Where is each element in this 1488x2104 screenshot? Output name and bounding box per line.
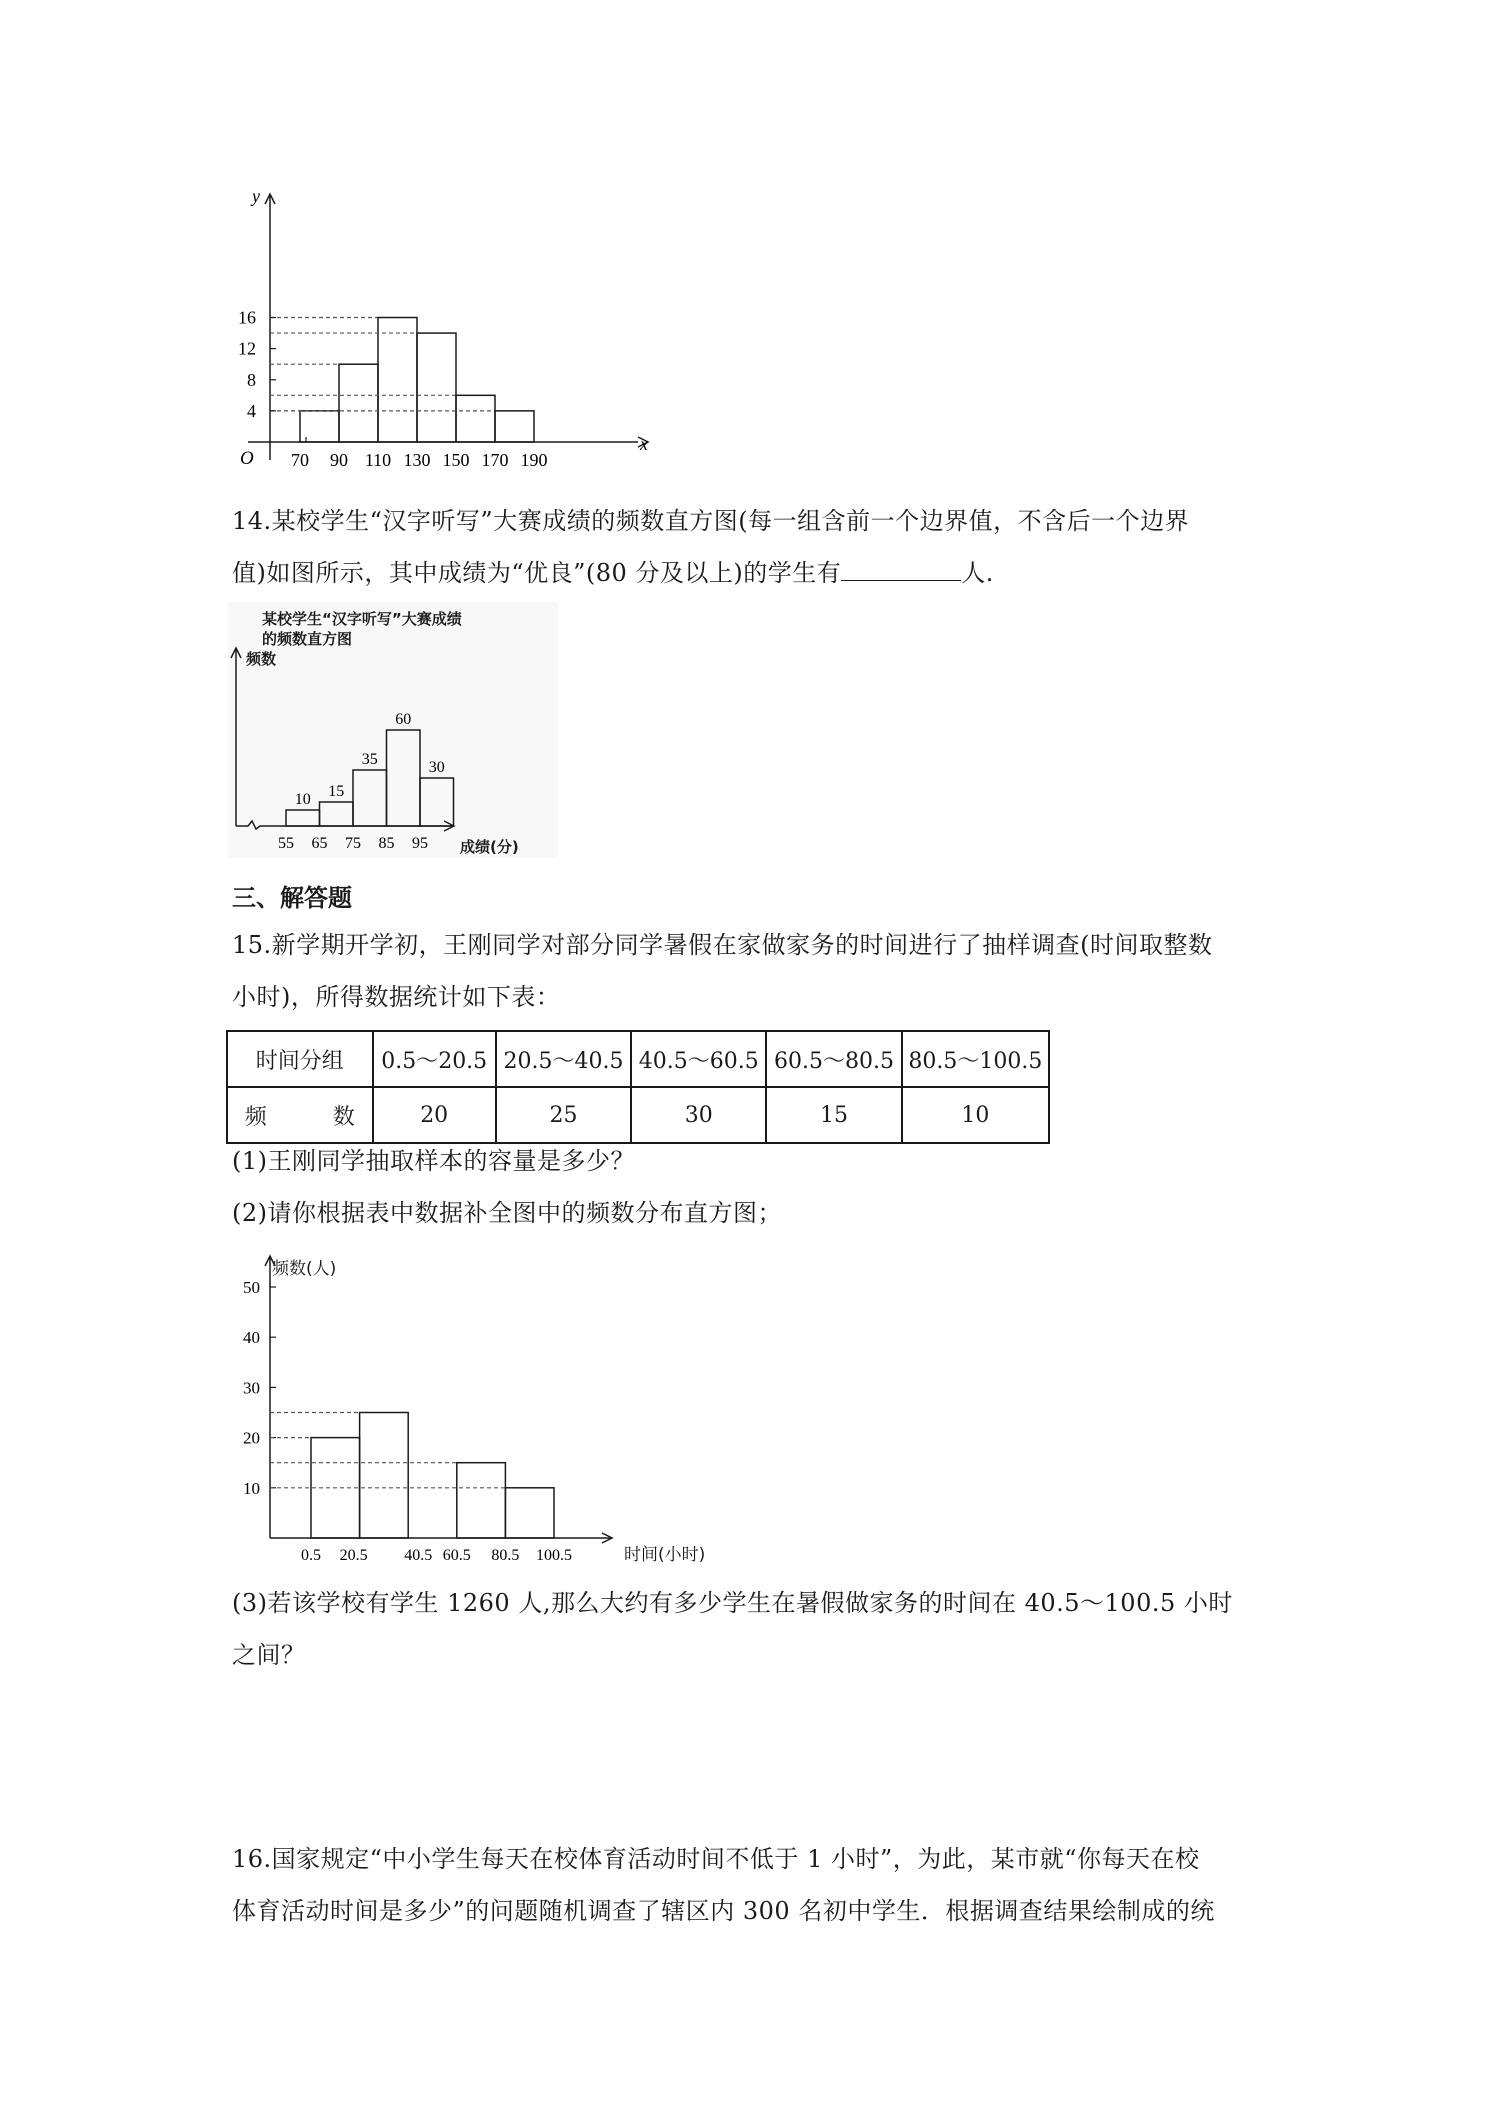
q14-x-axis-label: 成绩(分) xyxy=(460,838,519,856)
q14-chart-title-2: 的频数直方图 xyxy=(262,630,353,648)
q15-line1: 15.新学期开学初，王刚同学对部分同学暑假在家做家务的时间进行了抽样调查(时间取整数 xyxy=(232,931,1213,959)
q14-line2-text: 值)如图所示，其中成绩为“优良”(80 分及以上)的学生有 xyxy=(232,559,842,587)
q15-bar xyxy=(505,1488,554,1538)
q14-x-tick-label: 75 xyxy=(345,835,361,852)
q15-line2: 小时)，所得数据统计如下表： xyxy=(232,983,561,1011)
q14-x-tick-label: 65 xyxy=(311,835,328,852)
q15-x-tick-label: 0.5 xyxy=(301,1547,321,1564)
q15-x-tick-label: 100.5 xyxy=(536,1547,572,1564)
table-group-cell: 80.5～100.5 xyxy=(902,1031,1049,1087)
table-header-label: 时间分组 xyxy=(227,1031,373,1087)
table-group-cell: 20.5～40.5 xyxy=(496,1031,631,1087)
q15-y-tick-label: 30 xyxy=(243,1378,260,1398)
top-x-tick-label: 90 xyxy=(330,450,348,470)
top-x-axis-label: x xyxy=(640,434,648,454)
table-row xyxy=(227,1031,1049,1087)
q14-bar-value-label: 30 xyxy=(428,759,445,776)
q15-sub2: (2)请你根据表中数据补全图中的频数分布直方图； xyxy=(232,1199,782,1227)
top-y-tick-label: 4 xyxy=(247,400,256,421)
top-x-tick-label: 150 xyxy=(442,450,470,470)
table-frequency-cell: 25 xyxy=(496,1087,631,1143)
q15-x-tick-label: 60.5 xyxy=(442,1547,471,1564)
top-bar xyxy=(339,364,378,442)
q14-x-tick-label: 95 xyxy=(412,835,428,852)
table-frequency-cell: 30 xyxy=(631,1087,766,1143)
q15-x-tick-label: 80.5 xyxy=(491,1547,520,1564)
q15-y-tick-label: 50 xyxy=(243,1278,260,1297)
q14-x-tick-label: 85 xyxy=(378,835,395,852)
table-frequency-cell: 20 xyxy=(373,1087,496,1143)
top-bar xyxy=(495,411,534,442)
q14-bar-value-label: 15 xyxy=(328,783,345,800)
q14-bar-value-label: 10 xyxy=(294,791,311,808)
top-y-tick-label: 16 xyxy=(238,307,256,328)
q14-histogram xyxy=(228,640,558,858)
table-group-cell: 40.5～60.5 xyxy=(631,1031,766,1087)
q14-bar xyxy=(387,730,421,826)
q15-x-axis-label: 时间(小时) xyxy=(624,1545,706,1565)
top-origin-label: O xyxy=(240,448,254,469)
top-y-tick-label: 8 xyxy=(247,369,256,390)
table-group-cell: 60.5～80.5 xyxy=(766,1031,901,1087)
top-y-axis-label: y xyxy=(252,186,260,206)
table-frequency-cell: 10 xyxy=(902,1087,1049,1143)
q14-bar xyxy=(353,770,387,826)
table-group-cell: 0.5～20.5 xyxy=(373,1031,496,1087)
top-x-tick-label: 70 xyxy=(291,450,309,470)
top-x-tick-label: 110 xyxy=(364,450,392,470)
q15-x-tick-label: 40.5 xyxy=(404,1547,433,1564)
q14-line2-end: 人. xyxy=(961,559,994,587)
top-bar xyxy=(417,333,456,442)
q15-bar xyxy=(457,1463,506,1538)
q15-y-axis-label: 频数(人) xyxy=(272,1259,337,1279)
top-x-tick-label: 130 xyxy=(403,450,431,470)
table-row xyxy=(227,1087,1049,1143)
q16-line1: 16.国家规定“中小学生每天在校体育活动时间不低于 1 小时”，为此，某市就“你每天在校 xyxy=(232,1845,1200,1873)
top-bar xyxy=(378,318,417,442)
q15-sub3-line2: 之间？ xyxy=(232,1641,306,1669)
q15-y-tick-label: 10 xyxy=(243,1478,260,1498)
top-y-tick-label: 12 xyxy=(238,338,256,359)
top-histogram xyxy=(228,180,668,480)
q14-bar xyxy=(420,778,454,826)
q14-y-axis-label: 频数 xyxy=(246,650,277,668)
q14-bar-value-label: 60 xyxy=(395,711,412,728)
q14-bar-value-label: 35 xyxy=(361,751,378,768)
answer-blank[interactable] xyxy=(841,556,961,581)
q15-histogram xyxy=(228,1250,748,1580)
q15-bar xyxy=(360,1413,409,1539)
top-x-tick-label: 190 xyxy=(520,450,548,470)
q14-line2 xyxy=(232,556,994,590)
q14-line1: 14.某校学生“汉字听写”大赛成绩的频数直方图(每一组含前一个边界值，不含后一个边界 xyxy=(232,507,1190,535)
top-bar xyxy=(456,395,495,442)
q16-line2: 体育活动时间是多少”的问题随机调查了辖区内 300 名初中学生．根据调查结果绘制成的统 xyxy=(232,1897,1215,1925)
q15-frequency-table xyxy=(226,1030,1050,1144)
q14-x-tick-label: 55 xyxy=(278,835,294,852)
table-row-label: 频 数 xyxy=(227,1087,373,1143)
q14-bar xyxy=(286,810,320,826)
table-frequency-cell: 15 xyxy=(766,1087,901,1143)
q15-sub3-line1: (3)若该学校有学生 1260 人,那么大约有多少学生在暑假做家务的时间在 40.5～100.5 小时 xyxy=(232,1589,1233,1617)
q14-chart-title-1: 某校学生“汉字听写”大赛成绩 xyxy=(262,610,462,628)
q15-y-tick-label: 20 xyxy=(243,1428,260,1448)
q15-y-tick-label: 40 xyxy=(243,1328,260,1348)
q14-bar xyxy=(320,802,354,826)
section-heading: 三、解答题 xyxy=(232,884,352,912)
top-x-tick-label: 170 xyxy=(481,450,509,470)
q15-x-tick-label: 20.5 xyxy=(339,1547,368,1564)
q15-sub1: (1)王刚同学抽取样本的容量是多少？ xyxy=(232,1147,635,1175)
